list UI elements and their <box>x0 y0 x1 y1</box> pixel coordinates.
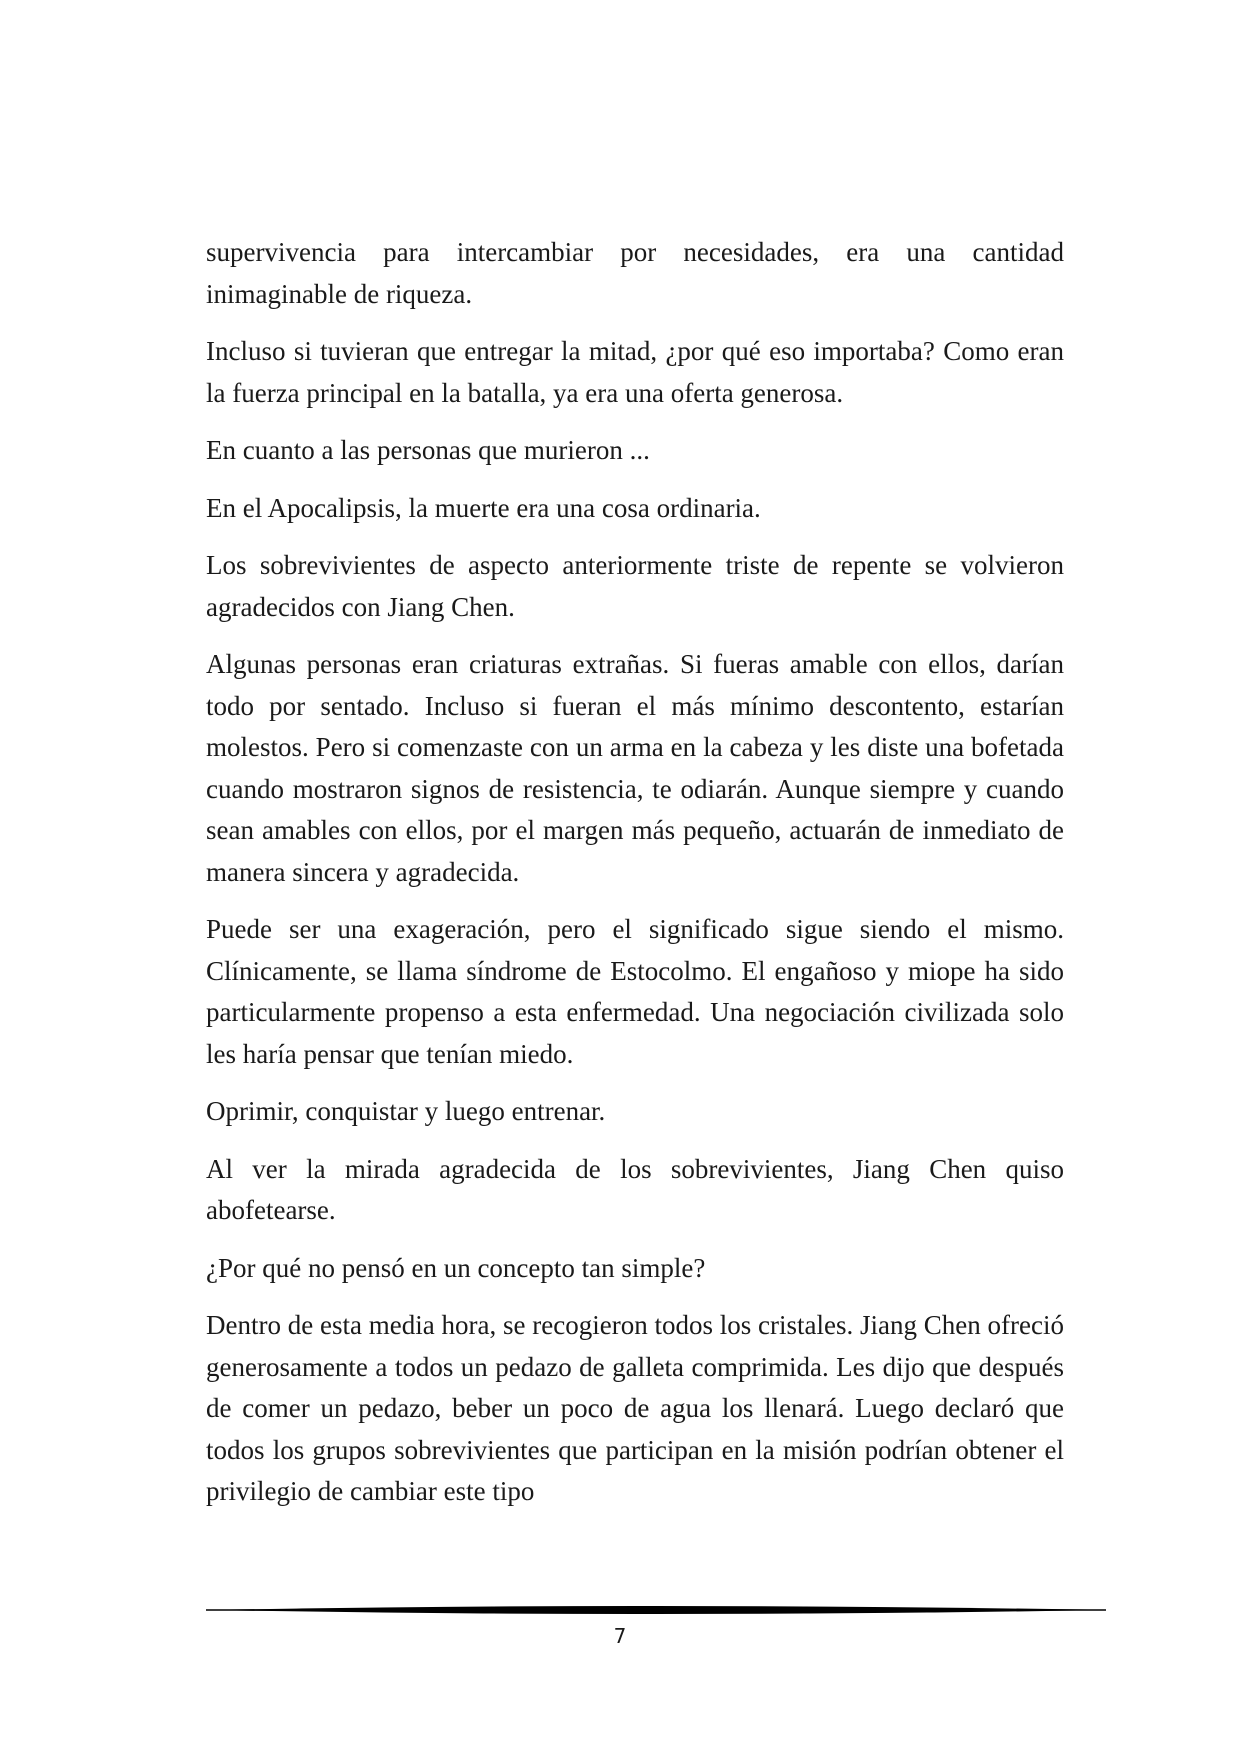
paragraph-11: Dentro de esta media hora, se recogieron todos los cristales. Jiang Chen ofreció generosamente a todos un pedazo de galleta comprimida. Les dijo que después de comer un pedazo, beber un poco de agua los llenará. Luego declaró que todos los grupos sobrevivientes que participan en la misión podrían obtener el privilegio de cambiar este tipo <box>206 1310 1064 1506</box>
paragraph-3: En cuanto a las personas que murieron ... <box>206 435 650 465</box>
paragraph-9: Al ver la mirada agradecida de los sobrevivientes, Jiang Chen quiso abofetearse. <box>206 1153 1064 1225</box>
paragraph-8: Oprimir, conquistar y luego entrenar. <box>206 1096 606 1126</box>
paragraph-10: ¿Por qué no pensó en un concepto tan simple? <box>206 1252 706 1283</box>
body-text <box>206 232 1064 1529</box>
footer-divider <box>206 1604 1106 1616</box>
paragraph-6: Algunas personas eran criaturas extrañas. Si fueras amable con ellos, darían todo por sentado. Incluso si fueran el más mínimo descontento, estarían molestos. Pero si comenzaste con un arma en la cabeza y les diste una bofetada cuando mostraron signos de resistencia, te odiarán. Aunque siempre y cuando sean amables con ellos, por el margen más pequeño, actuarán de inmediato de manera sincera y agradecida. <box>206 649 1064 887</box>
paragraph-5: Los sobrevivientes de aspecto anteriormente triste de repente se volvieron agradecidos con Jiang Chen. <box>206 550 1064 622</box>
paragraph-2: Incluso si tuvieran que entregar la mitad, ¿por qué eso importaba? Como eran la fuerza principal en la batalla, ya era una oferta generosa. <box>206 336 1064 408</box>
paragraph-4: En el Apocalipsis, la muerte era una cosa ordinaria. <box>206 492 761 523</box>
paragraph-7: Puede ser una exageración, pero el significado sigue siendo el mismo. Clínicamente, se llama síndrome de Estocolmo. El engañoso y miope ha sido particularmente propenso a esta enfermedad. Una negociación civilizada solo les haría pensar que tenían miedo. <box>206 914 1064 1069</box>
paragraph-1: supervivencia para intercambiar por necesidades, era una cantidad inimaginable de riqueza. <box>206 237 1064 309</box>
page-number: 7 <box>613 1624 627 1648</box>
